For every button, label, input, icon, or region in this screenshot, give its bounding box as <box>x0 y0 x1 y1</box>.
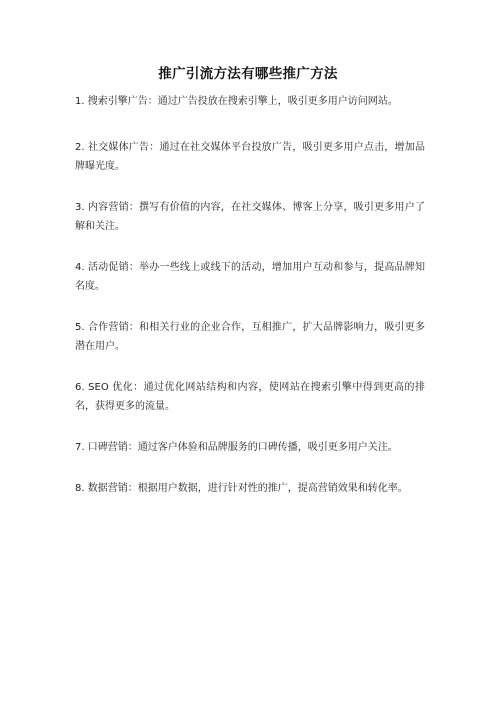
list-item: 7. 口碑营销：通过客户体验和品牌服务的口碑传播，吸引更多用户关注。 <box>75 442 398 453</box>
method-list <box>75 92 425 520</box>
list-item: 8. 数据营销：根据用户数据，进行针对性的推广，提高营销效果和转化率。 <box>75 483 408 494</box>
list-item: 3. 内容营销：撰写有价值的内容，在社交媒体、博客上分享，吸引更多用户了解和关注。 <box>75 202 425 232</box>
list-item: 4. 活动促销：举办一些线上或线下的活动，增加用户互动和参与，提高品牌知名度。 <box>75 262 425 292</box>
document-title: 推广引流方法有哪些推广方法 <box>158 66 338 82</box>
list-item: 2. 社交媒体广告：通过在社交媒体平台投放广告，吸引更多用户点击，增加品牌曝光度。 <box>75 142 425 172</box>
list-item: 1. 搜索引擎广告：通过广告投放在搜索引擎上，吸引更多用户访问网站。 <box>75 96 398 107</box>
list-item: 5. 合作营销：和相关行业的企业合作，互相推广，扩大品牌影响力，吸引更多潜在用户。 <box>75 322 425 352</box>
list-item: 6. SEO 优化：通过优化网站结构和内容，使网站在搜索引擎中得到更高的排名，获得更多的流量。 <box>75 382 425 412</box>
